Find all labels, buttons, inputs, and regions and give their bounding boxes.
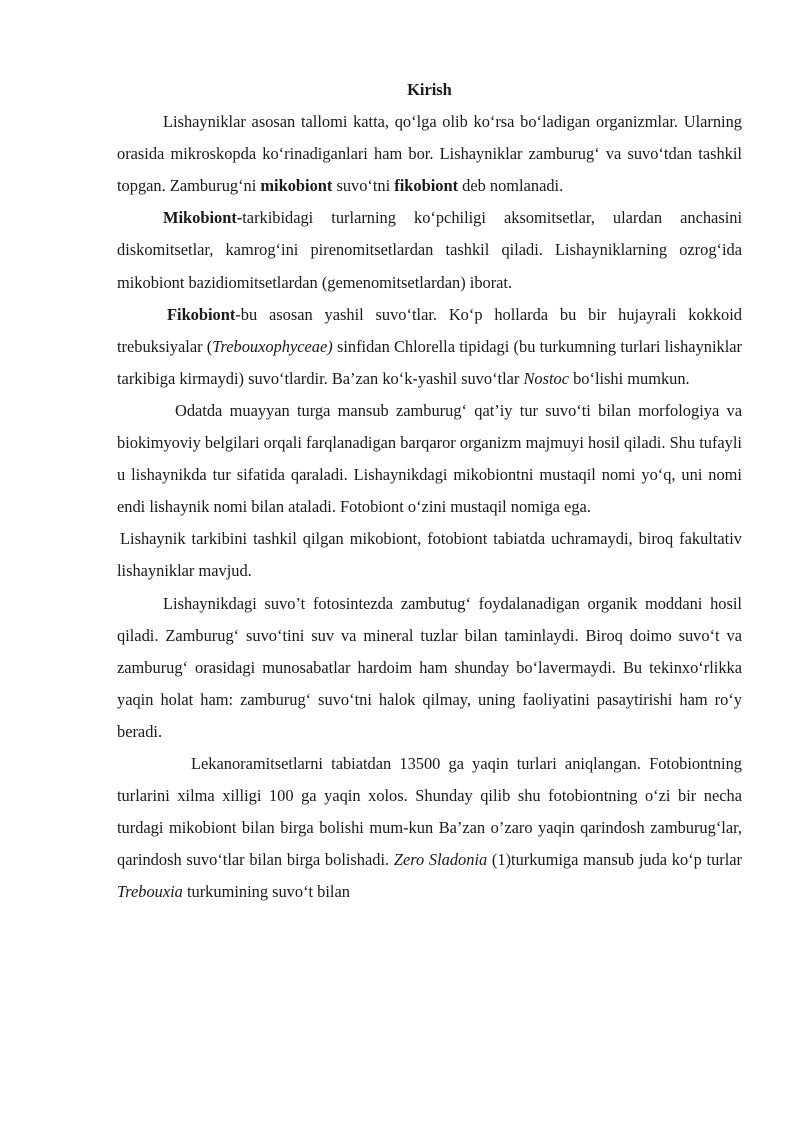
taxon-zero-sladonia: Zero Sladonia <box>393 850 488 870</box>
text-run: deb nomlanadi. <box>458 176 564 196</box>
text-run: turkumining suvo‘t bilan <box>182 882 350 902</box>
text-run: tarkibidagi turlarning ko‘pchiligi aksomitsetlar, ulardan anchasini diskomitsetlar, kamrog‘ini pirenomitsetlardan tashkil qiladi. Lishayniklarning ozrog‘ida mikobiont bazidiomitsetlardan (gemenomitsetlardan) iborat. <box>117 208 742 292</box>
paragraph-mikobiont <box>117 202 742 298</box>
text-run: Lekanoramitsetlarni tabiatdan 13500 ga yaqin turlari aniqlangan. Fotobiontning turlarini xilma xilligi 100 ga yaqin xolos. Shunday qilib shu fotobiontning o‘zi bir necha turdagi mikobiont bilan birga bolishi mum-kun Ba’zan o’zaro yaqin qarindosh zamburug‘lar, qarindosh suvo‘tlar bilan birga bolishadi. <box>117 753 742 870</box>
term-mikobiont-heading: Mikobiont- <box>163 208 243 228</box>
page-title: Kirish <box>407 80 452 99</box>
term-mikobiont: mikobiont <box>260 176 333 196</box>
text-run: Lishayniklar asosan tallomi katta, qo‘lga olib ko‘rsa bo‘ladigan organizmlar. Ularning orasida mikroskopda ko‘rinadiganlari ham bor. Lishayniklar zamburug‘ va suvo‘tdan tashkil topgan. Zamburug‘ni <box>117 112 742 196</box>
document-body <box>117 74 742 908</box>
term-fikobiont-heading: Fikobiont <box>167 304 236 324</box>
text-run: suvo‘tni <box>332 176 395 196</box>
paragraph-fikobiont <box>117 299 742 395</box>
text-run: -bu asosan yashil suvo‘tlar. Ko‘p hollarda bu bir hujayrali kokkoid trebuksiyalar ( <box>117 304 742 356</box>
paragraph-facultative: Lishaynik tarkibini tashkil qilgan mikobiont, fotobiont tabiatda uchramaydi, biroq fakultativ lishayniklar mavjud. <box>117 529 742 581</box>
taxon-nostoc: Nostoc <box>523 368 569 388</box>
text-run: (1)turkumiga mansub juda ko‘p turlar <box>487 850 743 870</box>
taxon-trebouxophyceae: Trebouxophyceae) <box>212 336 333 356</box>
text-run: bo‘lishi mumkun. <box>569 368 690 388</box>
text-run: sinfidan Chlorella tipidagi (bu turkumning turlari lishayniklar tarkibiga kirmaydi) suvo‘tlardir. Ba’zan ko‘k-yashil suvo‘tlar <box>117 336 743 388</box>
term-fikobiont: fikobiont <box>394 176 459 196</box>
paragraph-lecanoromycetes <box>117 748 742 908</box>
paragraph-photosynthesis: Lishaynikdagi suvo’t fotosintezda zambutug‘ foydalanadigan organik moddani hosil qiladi. Zamburug‘ suvo‘tini suv va mineral tuzlar bilan taminlaydi. Biroq doimo suvo‘t va zamburug‘ orasidagi munosabatlar hardoim ham shunday bo‘lavermaydi. Bu tekinxo‘rlikka yaqin holat ham: zamburug‘ suvo‘tni halok qilmay, uning faoliyatini pasaytirishi ham ro‘y beradi. <box>117 593 742 741</box>
paragraph-organism-complex: Odatda muayyan turga mansub zamburug‘ qat’iy tur suvo‘ti bilan morfologiya va biokimyoviy belgilari orqali farqlanadigan barqaror organizm majmuyi hosil qiladi. Shu tufayli u lishaynikda tur sifatida qaraladi. Lishaynikdagi mikobiontni mustaqil nomi yo‘q, uni nomi endi lishaynik nomi bilan ataladi. Fotobiont o‘zini mustaqil nomiga ega. <box>117 400 742 517</box>
paragraph-intro <box>117 106 742 202</box>
taxon-trebouxia: Trebouxia <box>117 882 183 902</box>
